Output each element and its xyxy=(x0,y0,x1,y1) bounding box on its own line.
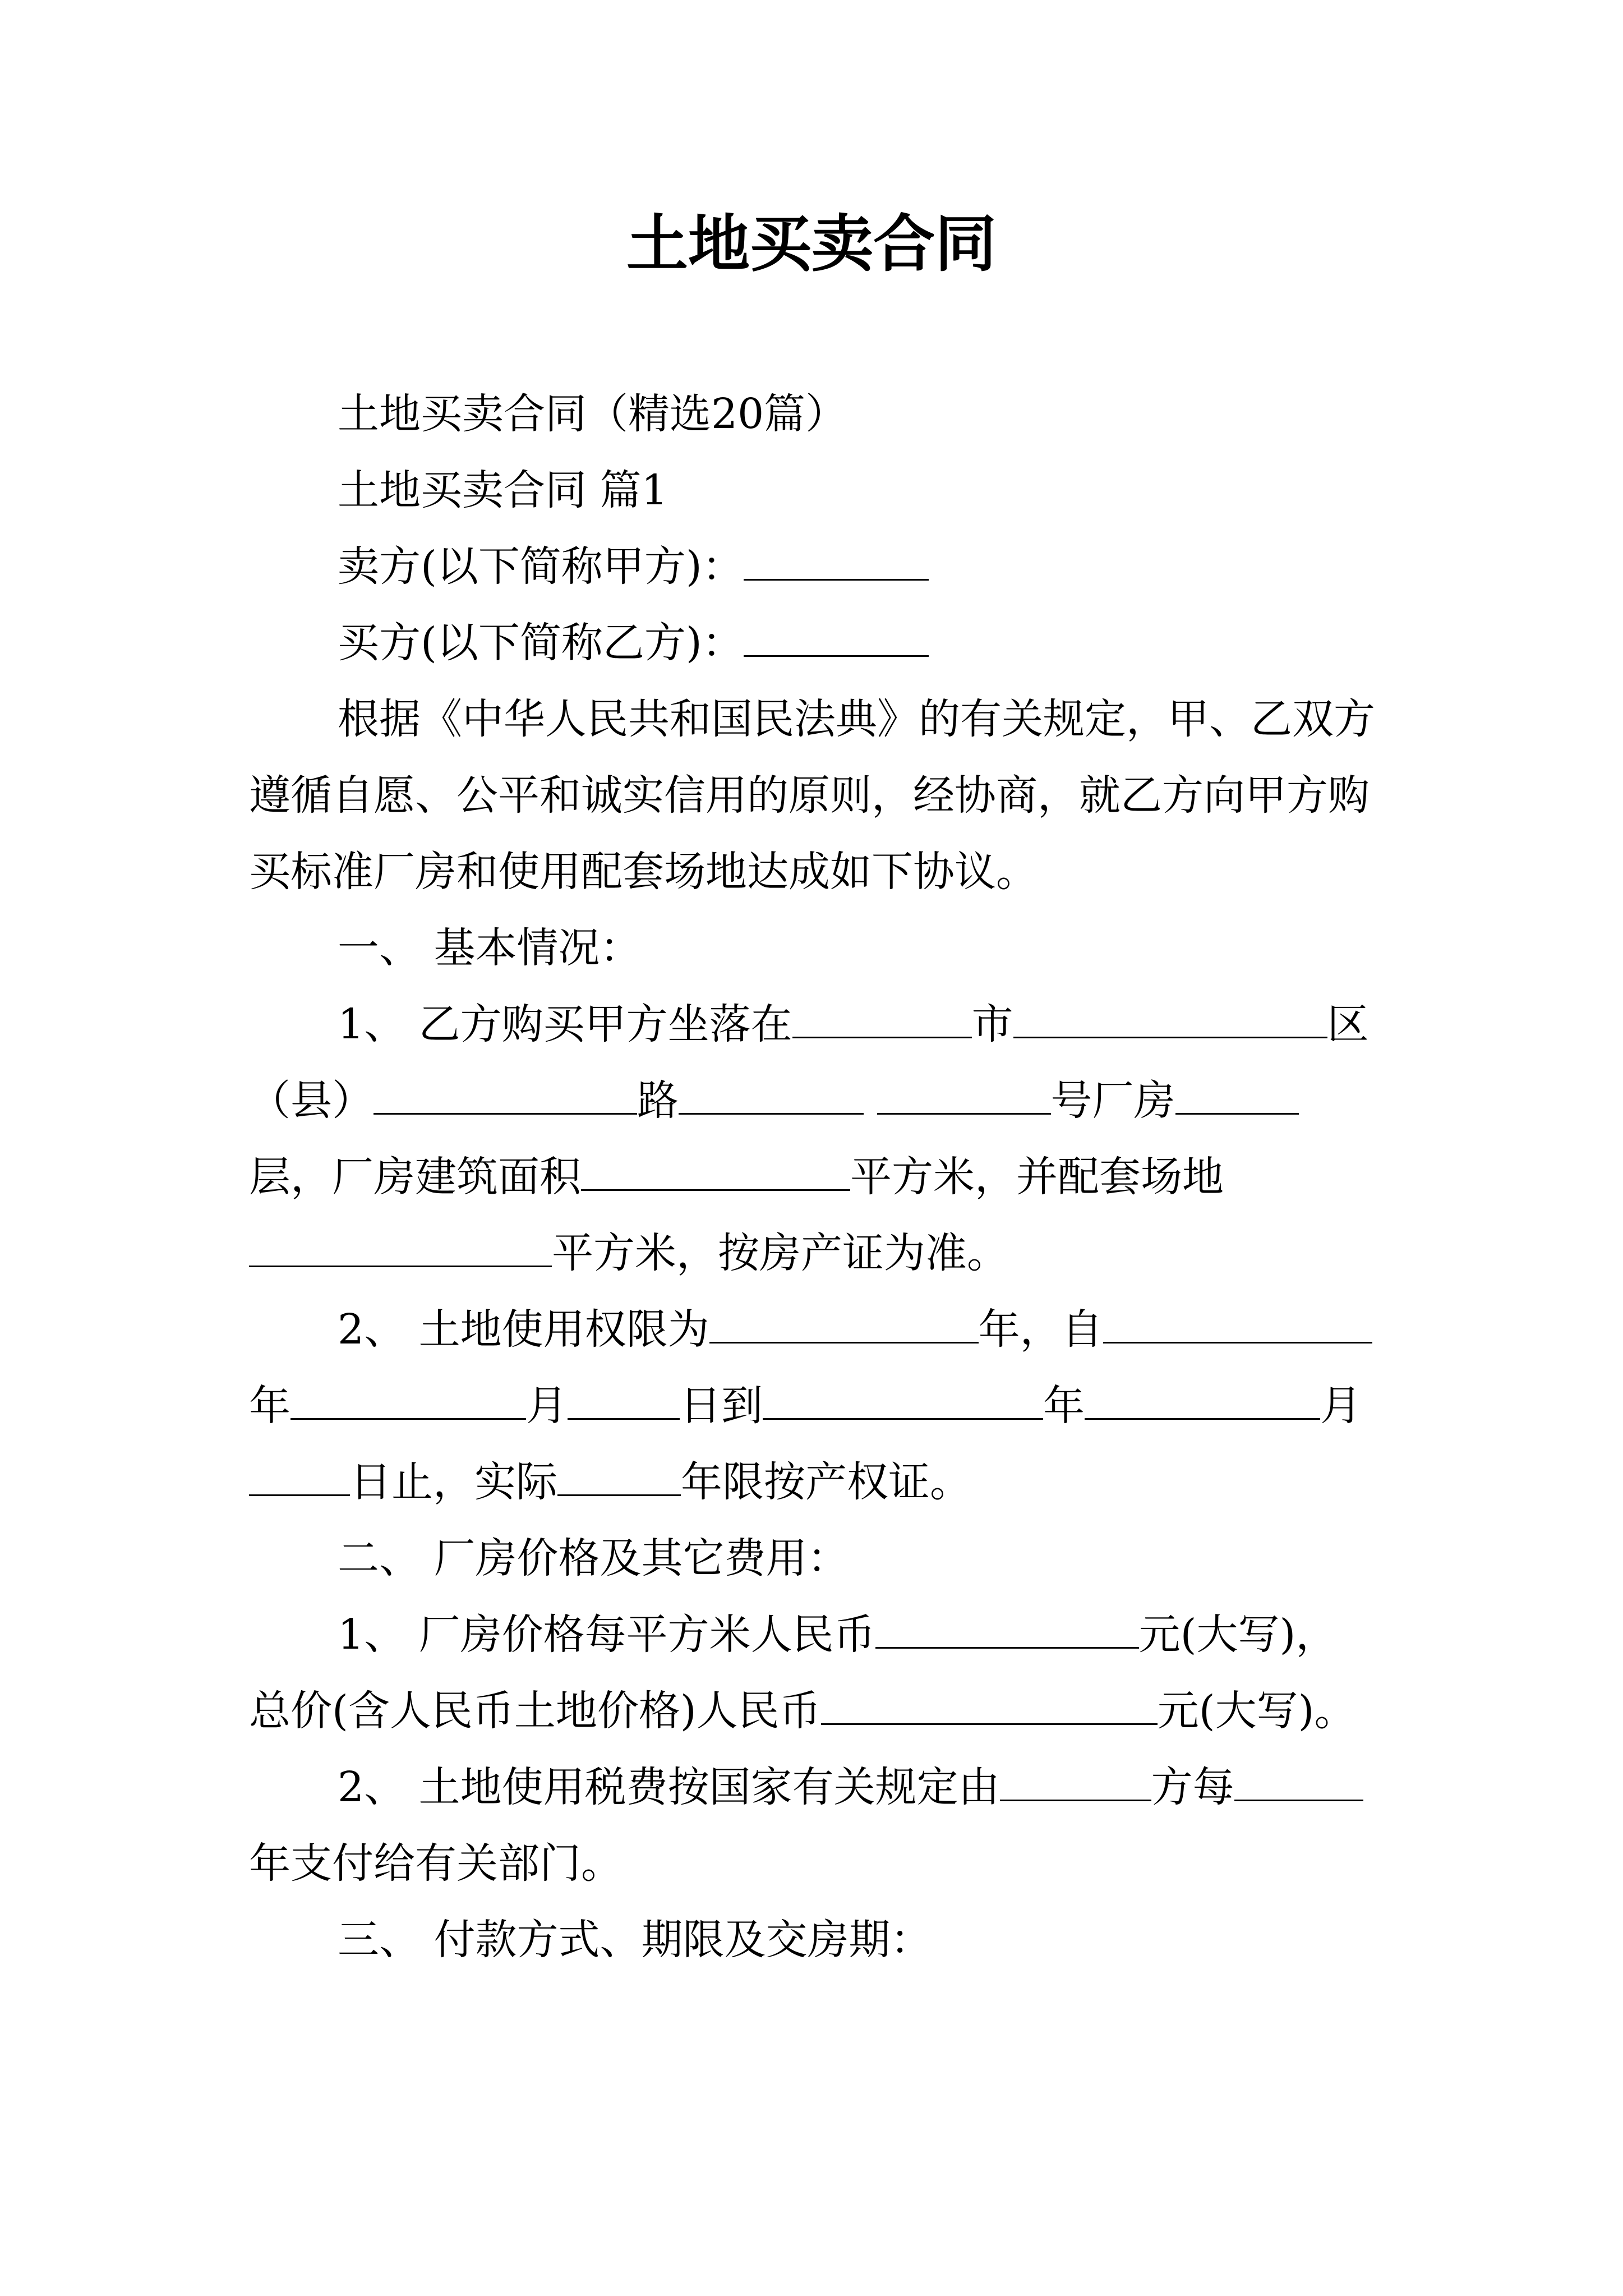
site-area-blank xyxy=(249,1216,552,1267)
total-price-blank xyxy=(821,1674,1158,1725)
tax-party-blank xyxy=(1000,1750,1151,1801)
actual-years-blank xyxy=(557,1445,681,1496)
unit-price-blank xyxy=(875,1598,1139,1649)
section-heading-part-1: 土地买卖合同 篇1 xyxy=(338,466,668,514)
document-body xyxy=(249,376,1376,1978)
seller-label: 卖方(以下简称甲方)： xyxy=(338,542,744,591)
clause-2-heading: 二、 厂房价格及其它费用： xyxy=(338,1534,849,1582)
preamble-paragraph: 根据《中华人民共和国民法典》的有关规定，甲、乙双方遵循自愿、公平和诚实信用的原则，经协商，就乙方向甲方购买标准厂房和使用配套场地达成如下协议。 xyxy=(249,695,1375,896)
end-day-blank xyxy=(249,1445,350,1496)
seller-blank xyxy=(744,530,929,581)
tax-period-blank xyxy=(1234,1750,1363,1801)
clause-3-heading: 三、 付款方式、期限及交房期： xyxy=(338,1916,932,1964)
city-blank xyxy=(792,987,972,1038)
document-title: 土地买卖合同 xyxy=(626,208,997,280)
clause-1-1-paragraph: 1、 乙方购买甲方坐落在 市 区（县） 路 号厂房层，厂房建筑面积 平方米，并配套场地平方米，按房产证为准。 xyxy=(249,986,1376,1291)
term-years-blank xyxy=(709,1292,979,1343)
floor-blank xyxy=(1175,1064,1299,1115)
start-month-blank xyxy=(291,1369,526,1420)
road-blank xyxy=(374,1064,637,1115)
start-day-blank xyxy=(568,1369,680,1420)
seller-line xyxy=(249,528,1376,605)
district-blank xyxy=(1013,987,1327,1038)
clause-2-1-paragraph: 1、 厂房价格每平方米人民币 元(大写)，总价(含人民币土地价格)人民币 元(大写)。 xyxy=(249,1596,1376,1749)
buyer-line xyxy=(249,605,1376,681)
road-number-blank xyxy=(679,1064,864,1115)
end-month-blank xyxy=(1085,1369,1320,1420)
subtitle-line: 土地买卖合同（精选20篇） xyxy=(338,390,847,438)
clause-1-heading: 一、 基本情况： xyxy=(338,924,642,972)
buyer-blank xyxy=(744,606,929,657)
buyer-label: 买方(以下简称乙方)： xyxy=(338,619,744,667)
start-year-blank xyxy=(1103,1292,1372,1343)
building-area-blank xyxy=(581,1140,850,1191)
clause-1-2-paragraph: 2、 土地使用权限为 年，自年 月 日到 年 月日止，实际 年限按产权证。 xyxy=(249,1291,1376,1520)
clause-2-2-paragraph: 2、 土地使用税费按国家有关规定由 方每年支付给有关部门。 xyxy=(249,1749,1376,1902)
end-year-blank xyxy=(763,1369,1043,1420)
building-number-blank xyxy=(877,1064,1051,1115)
